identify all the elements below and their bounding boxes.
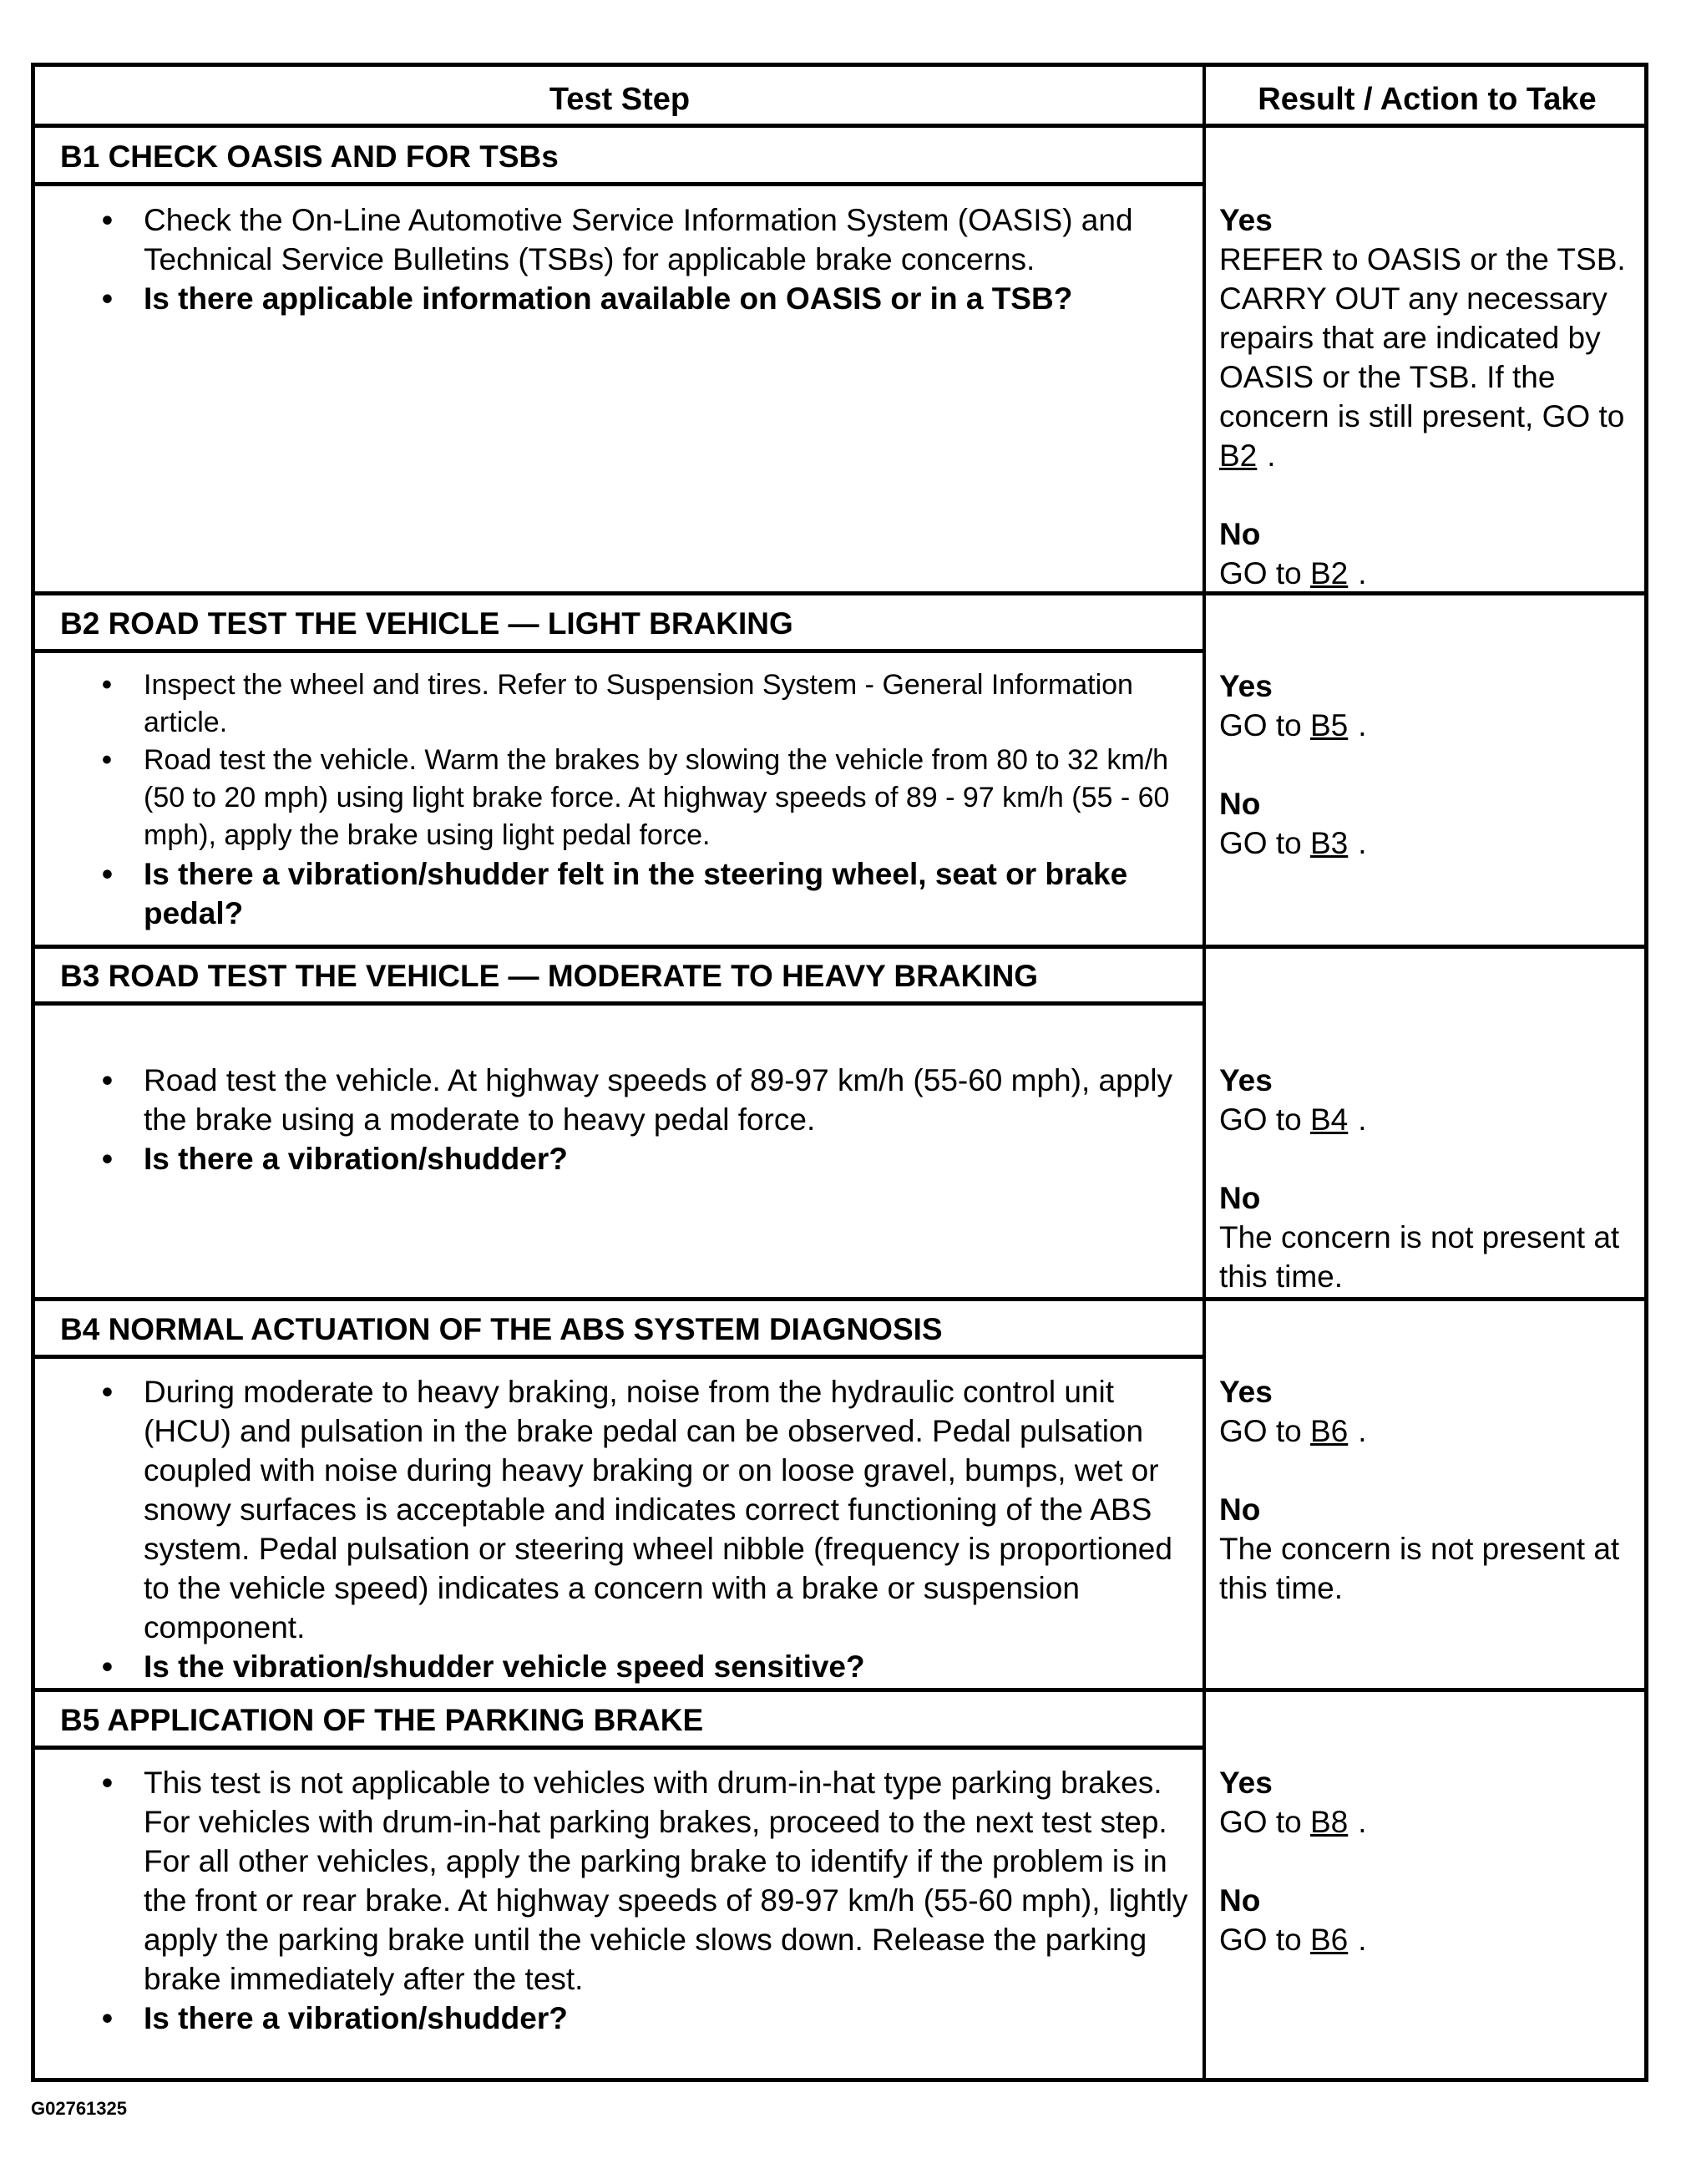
no-action: The concern is not present at this time. <box>1219 1532 1620 1605</box>
step-b4-result: Yes GO to B6 . No The concern is not present at this time. <box>1219 1372 1653 1608</box>
link-b3[interactable]: B3 <box>1309 826 1349 860</box>
no-label: No <box>1219 517 1261 551</box>
step-b4-title: B4 NORMAL ACTUATION OF THE ABS SYSTEM DIAGNOSIS <box>60 1312 943 1346</box>
row-divider <box>35 1688 1644 1692</box>
link-b6[interactable]: B6 <box>1309 1923 1349 1957</box>
list-item: • Road test the vehicle. Warm the brakes by slowing the vehicle from 80 to 32 km/h (50 to 20 mph) using light brake force. At highway speeds of 89 - 97 km/h (55 - 60 mph), apply the brake using light pedal force. <box>102 744 1170 851</box>
header-divider <box>35 124 1644 128</box>
step-b5-body <box>102 1763 1203 2038</box>
link-b2[interactable]: B2 <box>1219 438 1258 473</box>
diagnostic-table <box>31 63 1648 2082</box>
step-b1-result: Yes REFER to OASIS or the TSB. CARRY OUT any necessary repairs that are indicated by OASIS or the TSB. If the concern is still present, GO to B2 . No GO to B2 . <box>1219 200 1653 593</box>
yes-label: Yes <box>1219 1063 1273 1097</box>
step-b4-title-divider <box>35 1355 1204 1359</box>
step-b3-title-divider <box>35 1001 1204 1006</box>
yes-action: GO to <box>1219 708 1302 742</box>
yes-label: Yes <box>1219 669 1273 703</box>
step-b2-question: • Is there a vibration/shudder felt in the steering wheel, seat or brake pedal? <box>102 857 1128 930</box>
link-b6[interactable]: B6 <box>1309 1414 1349 1448</box>
step-b5-title: B5 APPLICATION OF THE PARKING BRAKE <box>60 1703 704 1737</box>
link-b4[interactable]: B4 <box>1309 1102 1349 1137</box>
step-b2-title-divider <box>35 649 1204 653</box>
link-b2[interactable]: B2 <box>1309 556 1349 590</box>
list-item: • Road test the vehicle. At highway speeds of 89-97 km/h (55-60 mph), apply the brake using a moderate to heavy pedal force. <box>102 1063 1172 1137</box>
step-b2-result: Yes GO to B5 . No GO to B3 . <box>1219 666 1653 863</box>
no-action: The concern is not present at this time. <box>1219 1220 1620 1294</box>
step-b4-body <box>102 1372 1203 1686</box>
link-b8[interactable]: B8 <box>1309 1805 1349 1839</box>
step-b3-result: Yes GO to B4 . No The concern is not present at this time. <box>1219 1061 1653 1296</box>
yes-label: Yes <box>1219 1375 1273 1409</box>
step-b1-question: • Is there applicable information available on OASIS or in a TSB? <box>102 281 1073 316</box>
figure-id: G02761325 <box>31 2098 127 2119</box>
yes-action: GO to <box>1219 1414 1302 1448</box>
no-label: No <box>1219 1492 1261 1527</box>
yes-label: Yes <box>1219 203 1273 237</box>
step-b2-body <box>102 666 1203 933</box>
no-action: GO to <box>1219 1923 1302 1957</box>
no-action: GO to <box>1219 556 1302 590</box>
header-result-action: Result / Action to Take <box>1258 82 1597 117</box>
step-b1-title: B1 CHECK OASIS AND FOR TSBs <box>60 139 559 174</box>
list-item: • During moderate to heavy braking, noise from the hydraulic control unit (HCU) and pulsation in the brake pedal can be observed. Pedal pulsation coupled with noise during heavy braking or on loose gravel, bumps, wet or snowy surfaces is acceptable and indicates correct functioning of the ABS system. Pedal pulsation or steering wheel nibble (frequency is proportioned to the vehicle speed) indicates a concern with a brake or suspension component. <box>102 1375 1172 1644</box>
header-test-step: Test Step <box>549 82 691 117</box>
step-b4-question: • Is the vibration/shudder vehicle speed sensitive? <box>102 1649 865 1684</box>
yes-action: GO to <box>1219 1102 1302 1137</box>
link-b5[interactable]: B5 <box>1309 708 1349 742</box>
yes-action: GO to <box>1219 1805 1302 1839</box>
step-b5-title-divider <box>35 1746 1204 1750</box>
no-label: No <box>1219 1181 1261 1215</box>
column-divider <box>1203 67 1206 2078</box>
yes-label: Yes <box>1219 1766 1273 1800</box>
list-item: • Check the On-Line Automotive Service Information System (OASIS) and Technical Service Bulletins (TSBs) for applicable brake concerns. <box>102 203 1133 276</box>
no-label: No <box>1219 1883 1261 1918</box>
row-divider <box>35 1297 1644 1301</box>
step-b3-body <box>102 1061 1203 1178</box>
step-b5-result: Yes GO to B8 . No GO to B6 . <box>1219 1763 1653 1959</box>
step-b3-question: • Is there a vibration/shudder? <box>102 1142 568 1176</box>
list-item: • This test is not applicable to vehicles with drum-in-hat type parking brakes. For vehicles with drum-in-hat parking brakes, proceed to the next test step. For all other vehicles, apply the parking brake to identify if the problem is in the front or rear brake. At highway speeds of 89-97 km/h (55-60 mph), lightly apply the parking brake until the vehicle slows down. Release the parking brake immediately after the test. <box>102 1766 1188 1996</box>
step-b1-title-divider <box>35 182 1204 186</box>
no-label: No <box>1219 787 1261 821</box>
row-divider <box>35 591 1644 595</box>
step-b3-title: B3 ROAD TEST THE VEHICLE — MODERATE TO HEAVY BRAKING <box>60 959 1039 993</box>
step-b5-question: • Is there a vibration/shudder? <box>102 2001 568 2035</box>
yes-action: REFER to OASIS or the TSB. CARRY OUT any necessary repairs that are indicated by OASIS or the TSB. If the concern is still present, GO to <box>1219 242 1626 433</box>
step-b1-body <box>102 200 1203 318</box>
step-b2-title: B2 ROAD TEST THE VEHICLE — LIGHT BRAKING <box>60 606 793 641</box>
no-action: GO to <box>1219 826 1302 860</box>
row-divider <box>35 945 1644 949</box>
list-item: • Inspect the wheel and tires. Refer to Suspension System - General Information article. <box>102 669 1133 738</box>
